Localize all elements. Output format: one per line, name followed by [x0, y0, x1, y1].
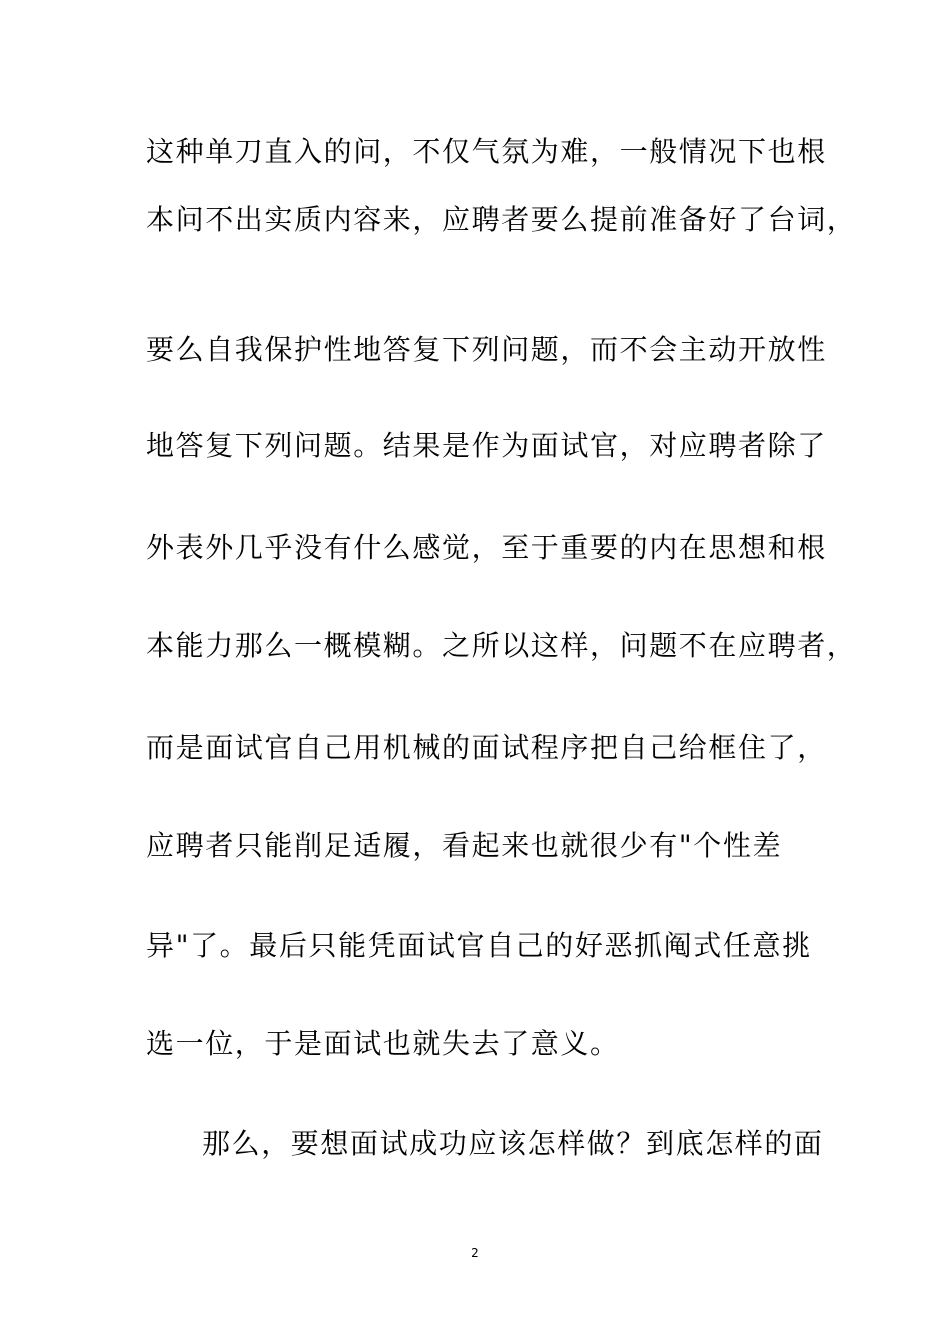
paragraph-line-3: 要么自我保护性地答复下列问题，而不会主动开放性: [146, 333, 827, 366]
paragraph-line-2: 本问不出实质内容来，应聘者要么提前准备好了台词，: [146, 203, 857, 236]
paragraph-line-11: 那么，要想面试成功应该怎样做？到底怎样的面: [202, 1127, 824, 1160]
paragraph-line-8: 应聘者只能削足适履，看起来也就很少有"个性差: [146, 829, 783, 862]
paragraph-line-4: 地答复下列问题。结果是作为面试官，对应聘者除了: [146, 429, 827, 462]
paragraph-line-10: 选一位，于是面试也就失去了意义。: [146, 1027, 620, 1060]
paragraph-line-1: 这种单刀直入的问，不仅气氛为难，一般情况下也根: [146, 135, 827, 168]
paragraph-line-6: 本能力那么一概模糊。之所以这样，问题不在应聘者，: [146, 629, 857, 662]
paragraph-line-7: 而是面试官自己用机械的面试程序把自己给框住了，: [146, 731, 827, 764]
paragraph-line-5: 外表外几乎没有什么感觉，至于重要的内在思想和根: [146, 531, 827, 564]
page-number: 2: [471, 1246, 479, 1260]
paragraph-line-9: 异"了。最后只能凭面试官自己的好恶抓阄式任意挑: [146, 929, 812, 962]
